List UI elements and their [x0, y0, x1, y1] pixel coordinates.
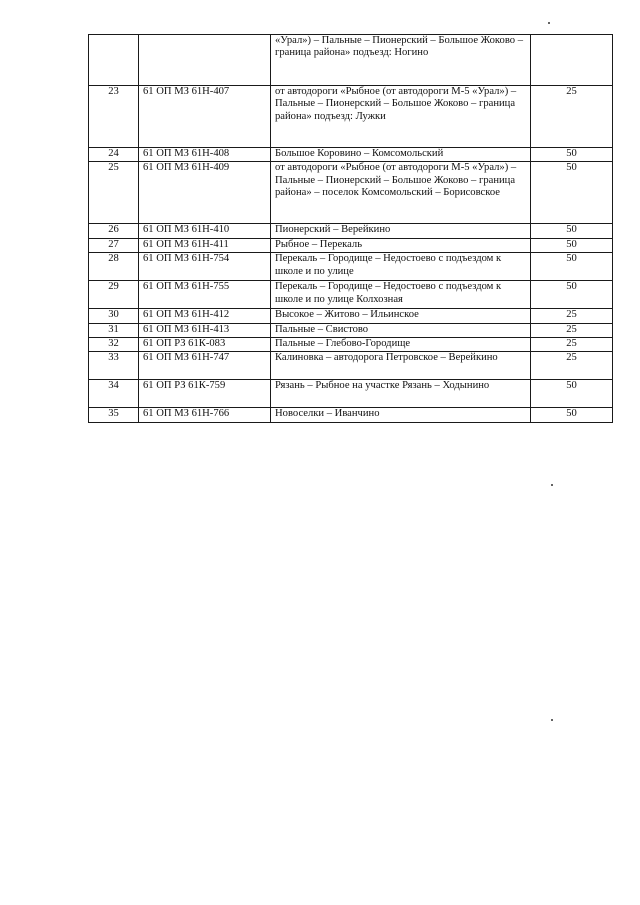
road-name-cell: Пионерский – Верейкино — [271, 224, 531, 238]
row-number-cell: 31 — [89, 323, 139, 337]
road-name-cell: Рязань – Рыбное на участке Рязань – Ходынино — [271, 380, 531, 408]
road-name-cell: Пальные – Свистово — [271, 323, 531, 337]
table-row — [89, 148, 613, 162]
road-code-cell: 61 ОП РЗ 61К-759 — [139, 380, 271, 408]
scan-speck — [551, 484, 553, 486]
road-code-cell: 61 ОП РЗ 61К-083 — [139, 338, 271, 352]
length-cell: 50 — [531, 224, 613, 238]
road-code-cell: 61 ОП МЗ 61Н-410 — [139, 224, 271, 238]
table-row — [89, 224, 613, 238]
road-name-cell: Новоселки – Иванчино — [271, 408, 531, 422]
length-cell: 50 — [531, 408, 613, 422]
length-cell: 50 — [531, 148, 613, 162]
road-code-cell: 61 ОП МЗ 61Н-412 — [139, 309, 271, 323]
road-code-cell — [139, 35, 271, 86]
row-number-cell — [89, 35, 139, 86]
length-cell: 25 — [531, 352, 613, 380]
road-name-cell: «Урал») – Пальные – Пионерский – Большое Жоково – граница района» подъезд: Ногино — [271, 35, 531, 86]
road-name-cell: Высокое – Житово – Ильинское — [271, 309, 531, 323]
length-cell: 25 — [531, 86, 613, 148]
road-name-cell: от автодороги «Рыбное (от автодороги М-5 «Урал») – Пальные – Пионерский – Большое Жоково – граница района» подъезд: Лужки — [271, 86, 531, 148]
table-row — [89, 253, 613, 281]
length-cell: 50 — [531, 253, 613, 281]
row-number-cell: 28 — [89, 253, 139, 281]
table-row — [89, 323, 613, 337]
table-row — [89, 238, 613, 252]
road-code-cell: 61 ОП МЗ 61Н-408 — [139, 148, 271, 162]
scan-speck — [551, 719, 553, 721]
table-row — [89, 380, 613, 408]
length-cell: 25 — [531, 323, 613, 337]
row-number-cell: 32 — [89, 338, 139, 352]
length-cell — [531, 35, 613, 86]
table-row — [89, 408, 613, 422]
road-code-cell: 61 ОП МЗ 61Н-754 — [139, 253, 271, 281]
row-number-cell: 23 — [89, 86, 139, 148]
table-row — [89, 86, 613, 148]
road-name-cell: Калиновка – автодорога Петровское – Верейкино — [271, 352, 531, 380]
table-row — [89, 162, 613, 224]
road-code-cell: 61 ОП МЗ 61Н-755 — [139, 281, 271, 309]
road-name-cell: Большое Коровино – Комсомольский — [271, 148, 531, 162]
row-number-cell: 26 — [89, 224, 139, 238]
table-row — [89, 309, 613, 323]
table-row — [89, 35, 613, 86]
road-code-cell: 61 ОП МЗ 61Н-747 — [139, 352, 271, 380]
scan-speck — [548, 22, 550, 24]
row-number-cell: 34 — [89, 380, 139, 408]
road-code-cell: 61 ОП МЗ 61Н-413 — [139, 323, 271, 337]
roads-table — [88, 34, 613, 423]
road-name-cell: от автодороги «Рыбное (от автодороги М-5 «Урал») – Пальные – Пионерский – Большое Жоково – граница района» – поселок Комсомольский – Борисовское — [271, 162, 531, 224]
row-number-cell: 25 — [89, 162, 139, 224]
road-name-cell: Перекаль – Городище – Недостоево с подъездом к школе и по улице — [271, 253, 531, 281]
road-code-cell: 61 ОП МЗ 61Н-411 — [139, 238, 271, 252]
length-cell: 50 — [531, 238, 613, 252]
length-cell: 50 — [531, 281, 613, 309]
length-cell: 50 — [531, 162, 613, 224]
table-row — [89, 281, 613, 309]
road-code-cell: 61 ОП МЗ 61Н-766 — [139, 408, 271, 422]
road-name-cell: Рыбное – Перекаль — [271, 238, 531, 252]
table-row — [89, 352, 613, 380]
row-number-cell: 24 — [89, 148, 139, 162]
road-code-cell: 61 ОП МЗ 61Н-407 — [139, 86, 271, 148]
length-cell: 25 — [531, 309, 613, 323]
row-number-cell: 30 — [89, 309, 139, 323]
road-name-cell: Пальные – Глебово-Городище — [271, 338, 531, 352]
row-number-cell: 27 — [89, 238, 139, 252]
length-cell: 50 — [531, 380, 613, 408]
table-row — [89, 338, 613, 352]
length-cell: 25 — [531, 338, 613, 352]
row-number-cell: 33 — [89, 352, 139, 380]
row-number-cell: 29 — [89, 281, 139, 309]
row-number-cell: 35 — [89, 408, 139, 422]
road-name-cell: Перекаль – Городище – Недостоево с подъездом к школе и по улице Колхозная — [271, 281, 531, 309]
road-code-cell: 61 ОП МЗ 61Н-409 — [139, 162, 271, 224]
